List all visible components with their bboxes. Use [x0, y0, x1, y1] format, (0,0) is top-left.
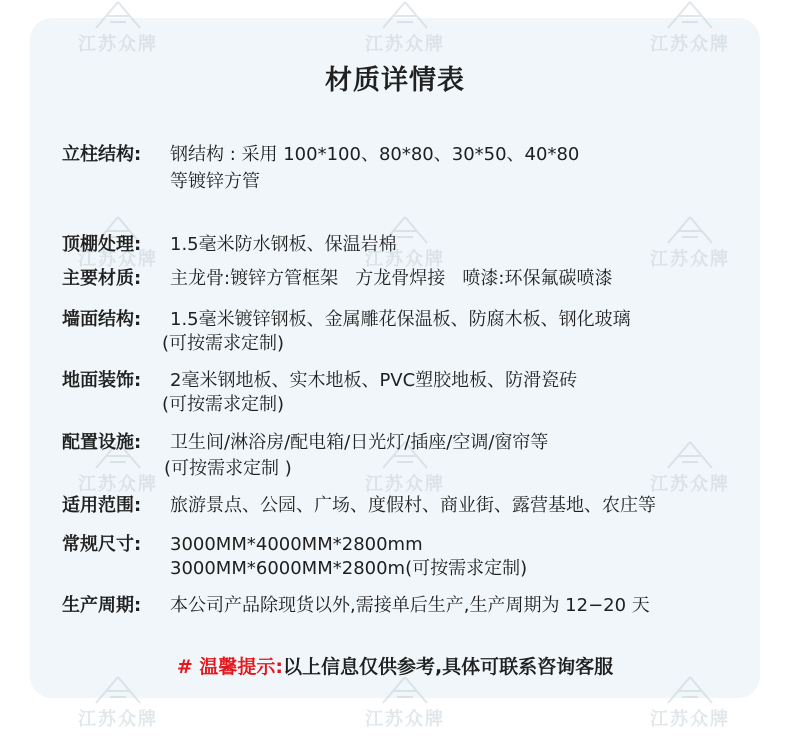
watermark-logo: 江苏众牌 — [365, 215, 445, 271]
watermark-logo: 江苏众牌 — [78, 440, 158, 496]
spec-label: 常规尺寸: — [62, 534, 142, 555]
spec-label: 立柱结构: — [62, 144, 142, 165]
spec-value: 3000MM*4000MM*2800mm — [170, 534, 423, 555]
watermark-logo: 江苏众牌 — [650, 0, 730, 56]
spec-value-cont: 等镀锌方管 — [170, 171, 260, 192]
spec-value: 1.5毫米镀锌钢板、金属雕花保温板、防腐木板、钢化玻璃 — [170, 309, 631, 330]
spec-value-cont: (可按需求定制) — [162, 394, 285, 415]
spec-label: 顶棚处理: — [62, 234, 142, 255]
spec-value-cont: (可按需求定制) — [162, 333, 285, 354]
spec-label: 生产周期: — [62, 595, 142, 616]
spec-label: 配置设施: — [62, 432, 142, 453]
tip-prefix: # 温馨提示: — [176, 656, 283, 678]
spec-value: 2毫米钢地板、实木地板、PVC塑胶地板、防滑瓷砖 — [170, 370, 578, 391]
watermark-logo: 江苏众牌 — [365, 675, 445, 731]
spec-value: 钢结构 : 采用 100*100、80*80、30*50、40*80 — [170, 144, 580, 165]
tip-note — [0, 652, 790, 679]
spec-label: 墙面结构: — [62, 309, 142, 330]
watermark-logo: 江苏众牌 — [650, 675, 730, 731]
watermark-logo: 江苏众牌 — [365, 0, 445, 56]
spec-value-cont: 3000MM*6000MM*2800m(可按需求定制) — [170, 558, 528, 579]
spec-value: 1.5毫米防水钢板、保温岩棉 — [170, 234, 397, 255]
spec-value: 卫生间/淋浴房/配电箱/日光灯/插座/空调/窗帘等 — [170, 432, 549, 453]
watermark-logo: 江苏众牌 — [78, 0, 158, 56]
spec-value: 本公司产品除现货以外,需接单后生产,生产周期为 12−20 天 — [170, 595, 650, 616]
spec-label: 主要材质: — [62, 268, 142, 289]
tip-text: 以上信息仅供参考,具体可联系咨询客服 — [282, 656, 614, 678]
spec-value: 旅游景点、公园、广场、度假村、商业街、露营基地、农庄等 — [170, 495, 656, 516]
watermark-logo: 江苏众牌 — [650, 440, 730, 496]
watermark-logo: 江苏众牌 — [365, 440, 445, 496]
spec-value: 主龙骨:镀锌方管框架 方龙骨焊接 喷漆:环保氟碳喷漆 — [170, 268, 613, 289]
page-title: 材质详情表 — [325, 65, 465, 96]
spec-value-cont: (可按需求定制 ) — [164, 458, 292, 479]
watermark-logo: 江苏众牌 — [78, 675, 158, 731]
watermark-logo: 江苏众牌 — [78, 215, 158, 271]
spec-label: 地面装饰: — [62, 370, 142, 391]
watermark-logo: 江苏众牌 — [650, 215, 730, 271]
spec-label: 适用范围: — [62, 495, 142, 516]
